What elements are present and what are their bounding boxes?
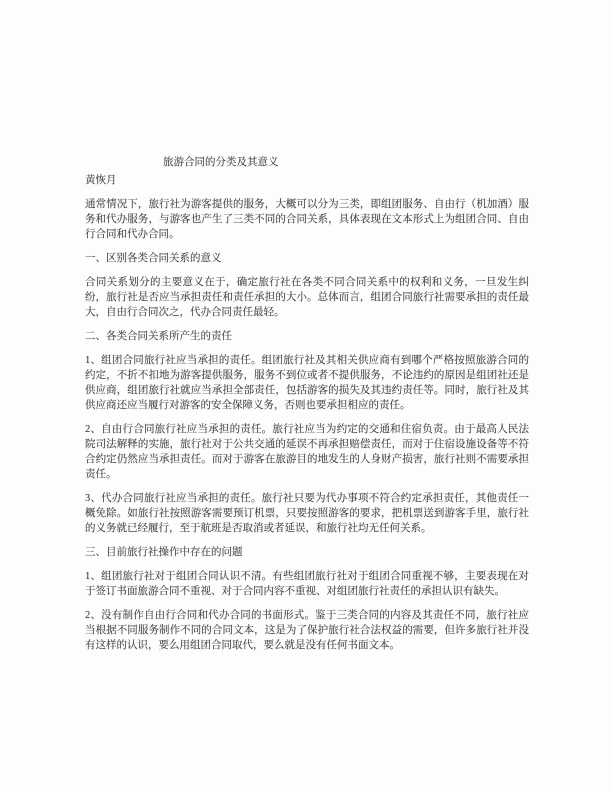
paragraph: 3、代办合同旅行社应当承担的责任。旅行社只要为代办事项不符合约定承担责任，其他责任一概免除。如旅行社按照游客需要预订机票，只要按照游客的要求，把机票送到游客手里，旅行社的义务就已经履行，至于航班是否取消或者延误，和旅行社均无任何关系。	[85, 493, 529, 534]
doc-author: 黄恢月	[85, 175, 117, 186]
section-heading-2: 二、各类合同关系所产生的责任	[85, 331, 232, 342]
doc-title: 旅游合同的分类及其意义	[163, 157, 279, 168]
paragraph: 1、组团合同旅行社应当承担的责任。组团旅行社及其相关供应商有到哪个严格按照旅游合同的约定，不折不扣地为游客提供服务，服务不到位或者不提供服务，不论违约的原因是组团社还是供应商，组团旅行社就应当承担全部责任，包括游客的损失及其违约责任等。同时，旅行社及其供应商还应当履行对游客的安全保障义务，否则也要承担相应的责任。	[85, 355, 529, 411]
intro-paragraph: 通常情况下，旅行社为游客提供的服务，大概可以分为三类，即组团服务、自由行（机加酒）服务和代办服务，与游客也产生了三类不同的合同关系，具体表现在文本形式上为组团合同、自由行合同和代办合同。	[85, 199, 529, 240]
section-heading-3: 三、目前旅行社操作中存在的问题	[85, 547, 243, 558]
document-content	[85, 155, 529, 662]
section-heading-1: 一、区别各类合同关系的意义	[85, 253, 222, 264]
paragraph: 2、没有制作自由行合同和代办合同的书面形式。鉴于三类合同的内容及其责任不同，旅行社应当根据不同服务制作不同的合同文本，这是为了保护旅行社合法权益的需要，但许多旅行社并没有这样的认识，要么用组团合同取代，要么就是没有任何书面文本。	[85, 610, 529, 651]
paragraph: 合同关系划分的主要意义在于，确定旅行社在各类不同合同关系中的权利和义务，一旦发生纠纷，旅行社是否应当承担责任和责任承担的大小。总体而言，组团合同旅行社需要承担的责任最大，自由行合同次之，代办合同责任最轻。	[85, 277, 529, 318]
paragraph: 1、组团旅行社对于组团合同认识不清。有些组团旅行社对于组团合同重视不够，主要表现在对于签订书面旅游合同不重视、对于合同内容不重视、对组团旅行社责任的承担认识有缺失。	[85, 571, 529, 597]
paragraph: 2、自由行合同旅行社应当承担的责任。旅行社应当为约定的交通和住宿负责。由于最高人民法院司法解释的实施，旅行社对于公共交通的延误不再承担赔偿责任，而对于住宿设施设备等不符合约定仍然应当承担责任。而对于游客在旅游目的地发生的人身财产损害，旅行社则不需要承担责任。	[85, 424, 529, 480]
